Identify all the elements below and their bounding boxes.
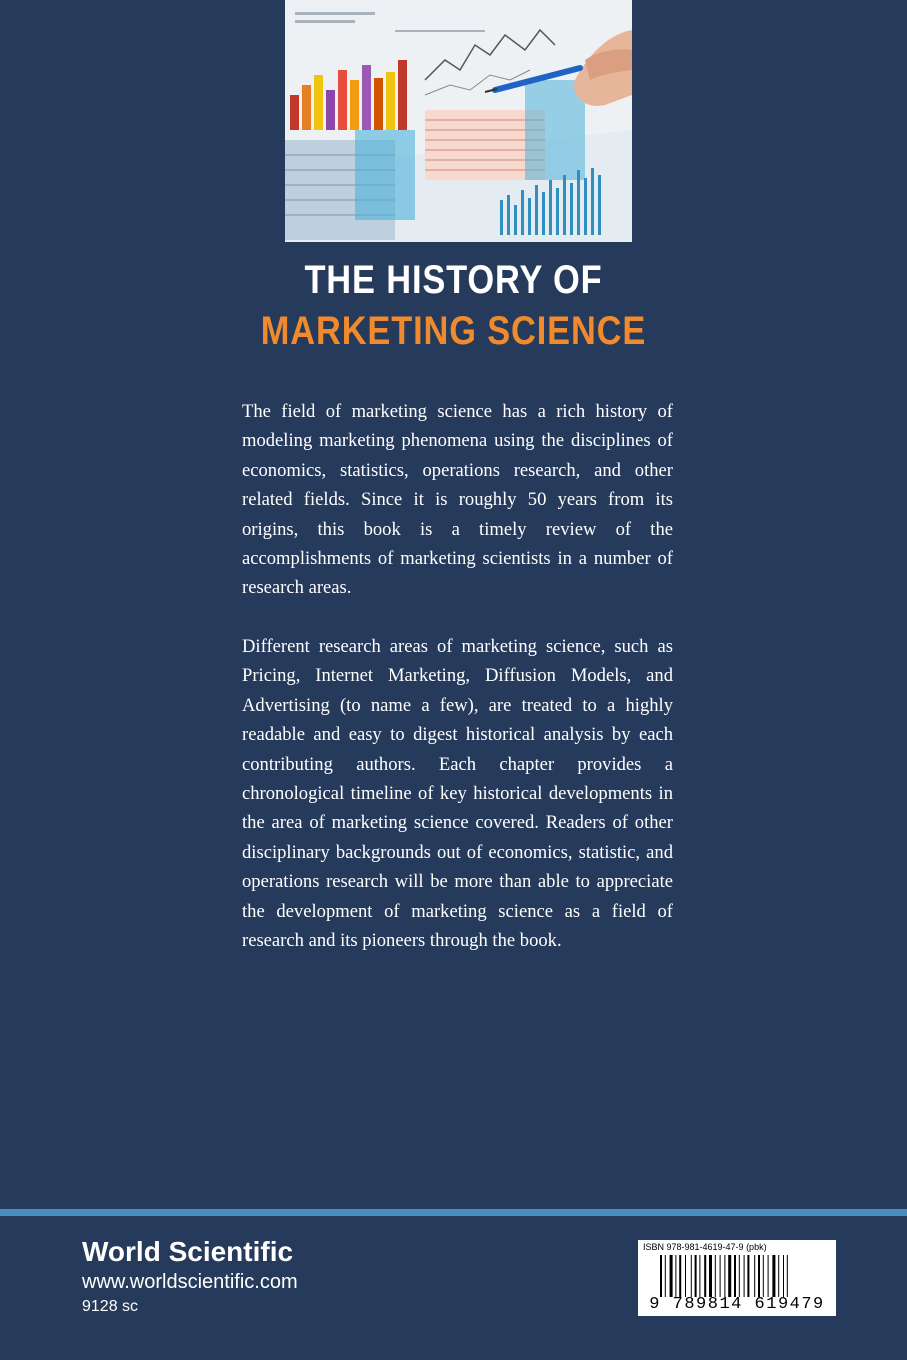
title-line-2: MARKETING SCIENCE bbox=[260, 309, 647, 353]
footer-divider bbox=[0, 1209, 907, 1216]
isbn-barcode-box bbox=[638, 1240, 836, 1316]
publisher-name: World Scientific bbox=[82, 1236, 294, 1267]
publisher-website[interactable]: www.worldscientific.com bbox=[82, 1271, 298, 1293]
cover-photo bbox=[285, 0, 632, 242]
blurb-paragraph-2: Different research areas of marketing science, such as Pricing, Internet Marketing, Diffusion Models, and Advertising (to name a few), are treated to a highly readable and easy to digest historical analysis by each contributing authors. Each chapter provides a chronological timeline of key historical developments in the area of marketing science covered. Readers of other disciplinary backgrounds out of economics, statistic, and operations research will be more than able to appreciate the development of marketing science as a field of research and its pioneers through the book. bbox=[242, 636, 673, 952]
barcode-icon bbox=[660, 1255, 814, 1297]
isbn-label: ISBN 978-981-4619-47-9 (pbk) bbox=[643, 1242, 767, 1252]
product-code: 9128 sc bbox=[82, 1298, 139, 1315]
title-line-1: THE HISTORY OF bbox=[304, 258, 603, 302]
blurb-paragraph-1: The field of marketing science has a rich history of modeling marketing phenomena using the disciplines of economics, statistics, operations research, and other related fields. Since it is roughly 50 years from its origins, this book is a timely review of the accomplishments of marketing scientists in a number of research areas. bbox=[242, 401, 673, 599]
barcode-digits: 9 789814 619479 bbox=[649, 1295, 825, 1314]
